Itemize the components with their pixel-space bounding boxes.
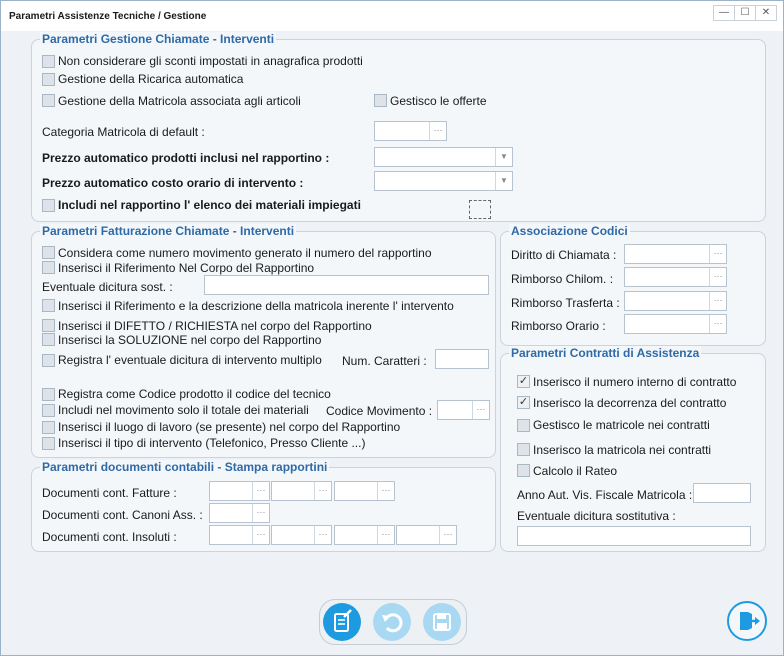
input-insoluti-1[interactable]: [209, 525, 270, 545]
input-rimborso-chilom[interactable]: [624, 267, 727, 287]
save-button[interactable]: [423, 603, 461, 641]
checkbox-includi-materiali[interactable]: [42, 199, 55, 212]
chevron-down-icon[interactable]: ▼: [495, 148, 512, 166]
label-num-caratteri: Num. Caratteri :: [342, 354, 427, 368]
label-includi-materiali: Includi nel rapportino l' elenco dei materiali impiegati: [58, 198, 361, 212]
ellipsis-button[interactable]: ···: [377, 526, 394, 544]
select-prezzo-orario[interactable]: [374, 171, 513, 191]
panel-gestione-chiamate: [31, 32, 766, 222]
label-tipo-intervento: Inserisci il tipo di intervento (Telefonico, Presso Cliente ...): [58, 436, 366, 450]
minimize-button[interactable]: —: [714, 6, 735, 20]
label-non-considerare-sconti: Non considerare gli sconti impostati in anagrafica prodotti: [58, 54, 363, 68]
input-num-caratteri[interactable]: [435, 349, 489, 369]
label-codice-tecnico: Registra come Codice prodotto il codice del tecnico: [58, 387, 331, 401]
input-fatture-1[interactable]: [209, 481, 270, 501]
label-diritto-chiamata: Diritto di Chiamata :: [511, 248, 617, 262]
save-disk-icon: [423, 603, 461, 641]
checkbox-calcolo-rateo[interactable]: [517, 464, 530, 477]
input-dicitura-sost[interactable]: [204, 275, 489, 295]
ellipsis-button[interactable]: ···: [314, 526, 331, 544]
label-intervento-multiplo: Registra l' eventuale dicitura di intervento multiplo: [58, 353, 322, 367]
ellipsis-button[interactable]: ···: [429, 122, 446, 140]
label-gestisco-matricole: Gestisco le matricole nei contratti: [533, 418, 710, 432]
checkbox-codice-tecnico[interactable]: [42, 388, 55, 401]
input-insoluti-4[interactable]: [396, 525, 457, 545]
ellipsis-button[interactable]: ···: [252, 482, 269, 500]
undo-icon: [373, 603, 411, 641]
input-anno-vis-fiscale[interactable]: [693, 483, 751, 503]
label-soluzione: Inserisci la SOLUZIONE nel corpo del Rapportino: [58, 333, 322, 347]
undo-button[interactable]: [373, 603, 411, 641]
label-rimborso-chilom: Rimborso Chilom. :: [511, 272, 614, 286]
checkbox-totale-materiali[interactable]: [42, 404, 55, 417]
panel-associazione-legend: Associazione Codici: [511, 224, 628, 238]
input-canoni-1[interactable]: [209, 503, 270, 523]
ellipsis-button[interactable]: ···: [709, 315, 726, 333]
label-riferimento-corpo: Inserisci il Riferimento Nel Corpo del Rapportino: [58, 261, 315, 275]
checkbox-riferimento-matricola[interactable]: [42, 299, 55, 312]
ellipsis-button[interactable]: ···: [252, 504, 269, 522]
action-toolbar: [319, 599, 467, 645]
label-dicitura-sost: Eventuale dicitura sost. :: [42, 280, 173, 294]
checkbox-difetto-richiesta[interactable]: [42, 319, 55, 332]
panel-contratti-legend: Parametri Contratti di Assistenza: [511, 346, 700, 360]
label-ricarica-automatica: Gestione della Ricarica automatica: [58, 72, 244, 86]
checkbox-gestisco-offerte[interactable]: [374, 94, 387, 107]
edit-document-icon: [323, 603, 361, 641]
select-prezzo-prodotti[interactable]: [374, 147, 513, 167]
label-gestione-matricola: Gestione della Matricola associata agli articoli: [58, 94, 301, 108]
edit-button[interactable]: [323, 603, 361, 641]
ellipsis-button[interactable]: ···: [472, 401, 489, 419]
label-anno-vis-fiscale: Anno Aut. Vis. Fiscale Matricola :: [517, 488, 693, 502]
window-controls: [713, 5, 777, 21]
ellipsis-button[interactable]: ···: [709, 292, 726, 310]
ellipsis-button[interactable]: ···: [709, 245, 726, 263]
checkbox-ricarica-automatica[interactable]: [42, 73, 55, 86]
input-fatture-3[interactable]: [334, 481, 395, 501]
input-fatture-2[interactable]: [271, 481, 332, 501]
input-diritto-chiamata[interactable]: [624, 244, 727, 264]
checkbox-tipo-intervento[interactable]: [42, 437, 55, 450]
chevron-down-icon[interactable]: ▼: [495, 172, 512, 190]
close-button[interactable]: ✕: [761, 7, 771, 18]
exit-button[interactable]: [727, 601, 767, 641]
label-difetto-richiesta: Inserisci il DIFETTO / RICHIESTA nel corpo del Rapportino: [58, 319, 372, 333]
checkbox-luogo-lavoro[interactable]: [42, 421, 55, 434]
panel-documenti-legend: Parametri documenti contabili - Stampa rapportini: [42, 460, 328, 474]
checkbox-intervento-multiplo[interactable]: [42, 354, 55, 367]
ellipsis-button[interactable]: ···: [377, 482, 394, 500]
ellipsis-button[interactable]: ···: [439, 526, 456, 544]
panel-contratti: [500, 346, 766, 552]
input-insoluti-3[interactable]: [334, 525, 395, 545]
label-gestisco-offerte: Gestisco le offerte: [390, 94, 487, 108]
checkbox-non-considerare-sconti[interactable]: [42, 55, 55, 68]
panel-associazione-codici: [500, 224, 766, 346]
focus-box[interactable]: [469, 200, 491, 219]
label-dicitura-sostitutiva: Eventuale dicitura sostitutiva :: [517, 509, 676, 523]
label-riferimento-matricola: Inserisci il Riferimento e la descrizione della matricola inerente l' intervento: [58, 299, 454, 313]
checkbox-numero-movimento[interactable]: [42, 246, 55, 259]
label-luogo-lavoro: Inserisci il luogo di lavoro (se presente) nel corpo del Rapportino: [58, 420, 401, 434]
checkbox-gestisco-matricole[interactable]: [517, 419, 530, 432]
label-totale-materiali: Includi nel movimento solo il totale dei materiali: [58, 403, 309, 417]
input-dicitura-sostitutiva[interactable]: [517, 526, 751, 546]
window-title: Parametri Assistenze Tecniche / Gestione: [9, 11, 207, 22]
input-categoria-matricola[interactable]: [374, 121, 447, 141]
ellipsis-button[interactable]: ···: [252, 526, 269, 544]
panel-gestione-legend: Parametri Gestione Chiamate - Interventi: [42, 32, 275, 46]
maximize-button[interactable]: ☐: [735, 6, 756, 20]
panel-fatturazione-legend: Parametri Fatturazione Chiamate - Interventi: [42, 224, 295, 238]
input-rimborso-orario[interactable]: [624, 314, 727, 334]
label-documenti-fatture: Documenti cont. Fatture :: [42, 486, 177, 500]
label-prezzo-orario: Prezzo automatico costo orario di intervento :: [42, 176, 304, 190]
ellipsis-button[interactable]: ···: [709, 268, 726, 286]
checkbox-riferimento-corpo[interactable]: [42, 261, 55, 274]
label-prezzo-prodotti: Prezzo automatico prodotti inclusi nel rapportino :: [42, 151, 330, 165]
label-numero-interno: Inserisco il numero interno di contratto: [533, 375, 737, 389]
label-documenti-canoni: Documenti cont. Canoni Ass. :: [42, 508, 203, 522]
input-rimborso-trasferta[interactable]: [624, 291, 727, 311]
checkbox-soluzione[interactable]: [42, 333, 55, 346]
ellipsis-button[interactable]: ···: [314, 482, 331, 500]
label-decorrenza: Inserisco la decorrenza del contratto: [533, 396, 727, 410]
input-codice-movimento[interactable]: [437, 400, 490, 420]
checkbox-inserisco-matricola[interactable]: [517, 443, 530, 456]
label-documenti-insoluti: Documenti cont. Insoluti :: [42, 530, 177, 544]
panel-documenti-contabili: [31, 460, 496, 552]
label-calcolo-rateo: Calcolo il Rateo: [533, 464, 618, 478]
title-bar: [1, 1, 783, 31]
input-insoluti-2[interactable]: [271, 525, 332, 545]
label-rimborso-orario: Rimborso Orario :: [511, 319, 606, 333]
label-rimborso-trasferta: Rimborso Trasferta :: [511, 296, 620, 310]
panel-fatturazione: [31, 224, 496, 458]
checkbox-gestione-matricola[interactable]: [42, 94, 55, 107]
checkbox-numero-interno[interactable]: ✓: [518, 375, 529, 387]
label-inserisco-matricola: Inserisco la matricola nei contratti: [533, 443, 712, 457]
label-categoria-matricola: Categoria Matricola di default :: [42, 125, 205, 139]
checkbox-decorrenza[interactable]: ✓: [518, 396, 529, 408]
exit-door-icon: [729, 603, 765, 639]
label-numero-movimento: Considera come numero movimento generato il numero del rapportino: [58, 246, 432, 260]
label-codice-movimento: Codice Movimento :: [326, 404, 433, 418]
